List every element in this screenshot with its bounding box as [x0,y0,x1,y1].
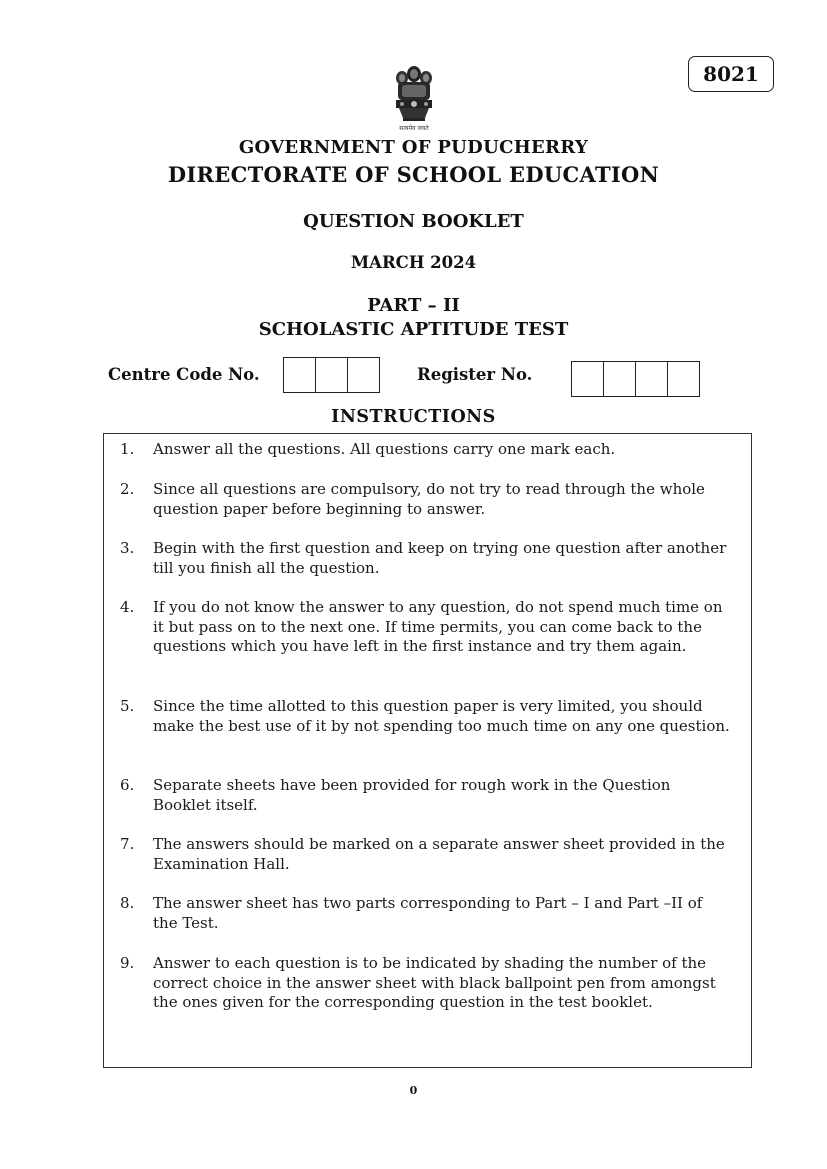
instruction-number: 3. [120,539,135,557]
centre-code-digit-box[interactable] [316,358,348,392]
instruction-text: The answer sheet has two parts corresponding to Part – I and Part –II of the Test. [153,894,703,932]
register-no-label: Register No. [417,365,533,384]
instruction-item [120,894,730,933]
instruction-item [120,539,730,578]
instruction-text: Separate sheets have been provided for rough work in the Question Booklet itself. [153,776,671,814]
instruction-item [120,697,730,736]
instruction-text: The answers should be marked on a separate answer sheet provided in the Examination Hall. [153,835,725,873]
part-heading: PART – II [367,295,460,316]
instruction-text: Answer all the questions. All questions carry one mark each. [153,440,616,458]
instruction-text: Since the time allotted to this question paper is very limited, you should make the best use of it by not spending too much time on any one question. [153,697,730,735]
instruction-number: 5. [120,697,135,715]
instruction-item [120,440,730,460]
instructions-title: INSTRUCTIONS [331,407,496,427]
register-no-boxes[interactable] [571,361,700,397]
register-no-digit-box[interactable] [604,362,636,396]
instruction-number: 4. [120,598,135,616]
instruction-item [120,598,730,657]
instruction-item [120,954,730,1013]
register-no-digit-box[interactable] [668,362,699,396]
centre-code-label: Centre Code No. [108,365,260,384]
register-no-digit-box[interactable] [636,362,668,396]
instruction-text: Answer to each question is to be indicated by shading the number of the correct choice in the answer sheet with black ballpoint pen from amongst the ones given for the corresponding question in the test booklet. [153,954,716,1011]
page-number: 0 [409,1084,418,1097]
instruction-number: 7. [120,835,135,853]
centre-code-boxes[interactable] [283,357,380,393]
instruction-text: Since all questions are compulsory, do not try to read through the whole question paper before beginning to answer. [153,480,705,518]
instruction-text: Begin with the first question and keep on trying one question after another till you finish all the question. [153,539,727,577]
instruction-number: 6. [120,776,135,794]
instruction-text: If you do not know the answer to any question, do not spend much time on it but pass on to the next one. If time permits, you can come back to the questions which you have left in the first instance and try them again. [153,598,723,655]
instruction-number: 1. [120,440,135,458]
instruction-item [120,776,730,815]
instruction-item [120,835,730,874]
emblem-motto: सत्यमेव जयते [399,125,429,132]
state-emblem-icon [389,62,439,138]
booklet-code: 8021 [688,56,774,92]
exam-date: MARCH 2024 [350,253,477,272]
booklet-title: QUESTION BOOKLET [303,211,524,232]
centre-code-digit-box[interactable] [348,358,379,392]
centre-code-digit-box[interactable] [284,358,316,392]
instruction-number: 8. [120,894,135,912]
test-name: SCHOLASTIC APTITUDE TEST [258,319,569,340]
instruction-item [120,480,730,519]
instruction-number: 2. [120,480,135,498]
directorate-title: DIRECTORATE OF SCHOOL EDUCATION [167,162,660,187]
register-no-digit-box[interactable] [572,362,604,396]
instruction-number: 9. [120,954,135,972]
government-title: GOVERNMENT OF PUDUCHERRY [238,137,589,158]
